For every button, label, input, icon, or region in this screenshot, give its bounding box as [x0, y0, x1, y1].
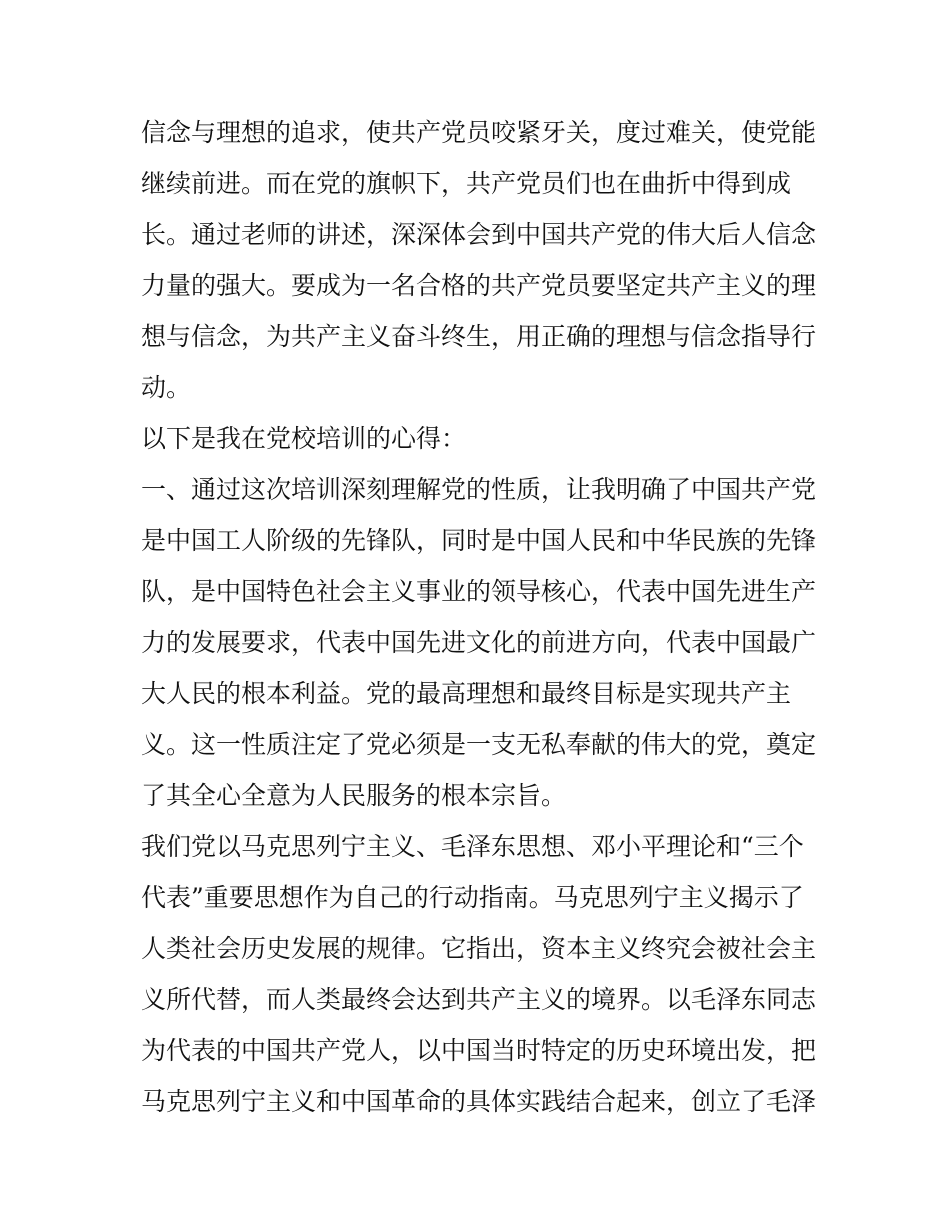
text-line: 继续前进。而在党的旗帜下，共产党员们也在曲折中得到成 — [141, 169, 792, 198]
text-line: 想与信念，为共产主义奋斗终生，用正确的理想与信念指导行 — [141, 322, 817, 351]
text-line: 动。 — [141, 373, 192, 402]
text-line: 一、通过这次培训深刻理解党的性质，让我明确了中国共产党 — [141, 475, 817, 504]
text-line: 义。这一性质注定了党必须是一支无私奉献的伟大的党，奠定 — [141, 730, 817, 759]
text-line: 是中国工人阶级的先锋队，同时是中国人民和中华民族的先锋 — [141, 526, 817, 555]
text-line: 信念与理想的追求，使共产党员咬紧牙关，度过难关，使党能 — [141, 118, 817, 147]
text-line: 代表”重要思想作为自己的行动指南。马克思列宁主义揭示了 — [141, 883, 804, 912]
text-line: 义所代替，而人类最终会达到共产主义的境界。以毛泽东同志 — [141, 985, 817, 1014]
text-line: 了其全心全意为人民服务的根本宗旨。 — [141, 781, 567, 810]
text-line: 长。通过老师的讲述，深深体会到中国共产党的伟大后人信念 — [141, 220, 817, 249]
text-line: 力的发展要求，代表中国先进文化的前进方向，代表中国最广 — [141, 628, 817, 657]
text-line: 我们党以马克思列宁主义、毛泽东思想、邓小平理论和“三个 — [141, 832, 804, 861]
body-text — [141, 107, 821, 1127]
text-line: 队，是中国特色社会主义事业的领导核心，代表中国先进生产 — [141, 577, 817, 606]
text-line: 以下是我在党校培训的心得： — [141, 424, 467, 453]
text-line: 大人民的根本利益。党的最高理想和最终目标是实现共产主 — [141, 679, 792, 708]
text-line: 为代表的中国共产党人，以中国当时特定的历史环境出发，把 — [141, 1036, 817, 1065]
text-line: 力量的强大。要成为一名合格的共产党员要坚定共产主义的理 — [141, 271, 817, 300]
text-line: 人类社会历史发展的规律。它指出，资本主义终究会被社会主 — [141, 934, 817, 963]
text-line: 马克思列宁主义和中国革命的具体实践结合起来，创立了毛泽 — [141, 1087, 817, 1116]
